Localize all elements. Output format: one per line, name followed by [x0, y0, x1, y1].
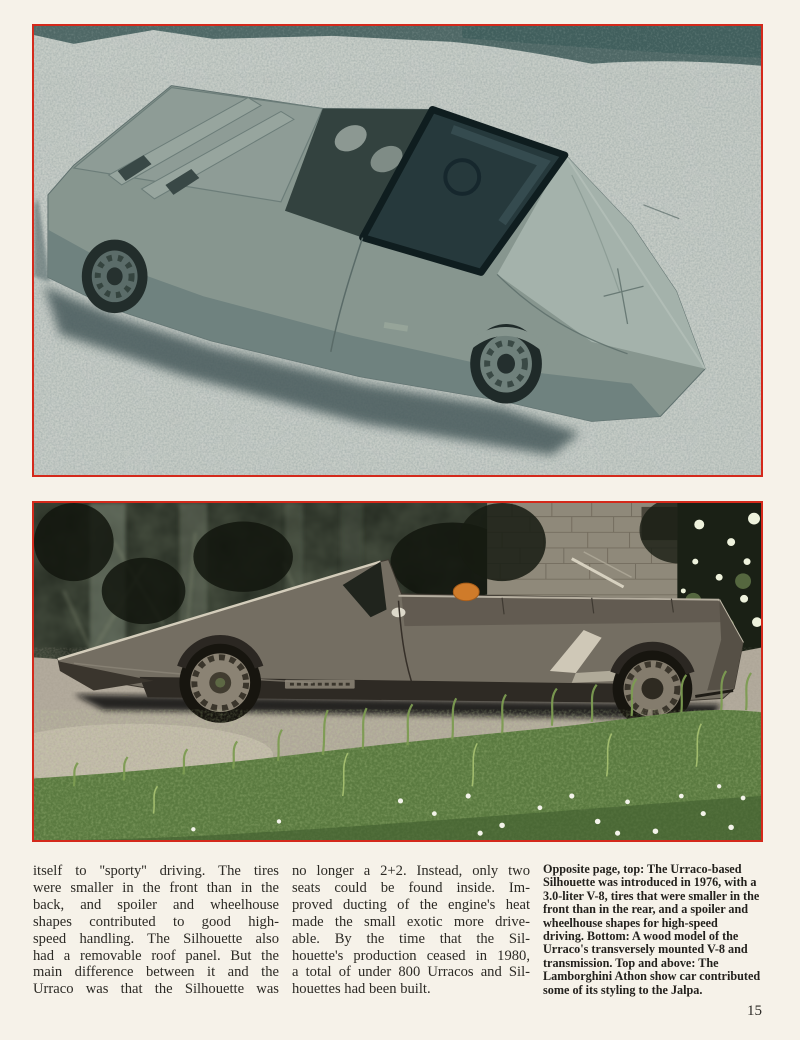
caption-line: driving. Bottom: A wood model of the	[543, 929, 739, 944]
caption-line: transmission. Top and above: The	[543, 955, 719, 970]
body-line: back, and spoiler and wheelhouse	[33, 896, 279, 913]
text-column-2	[292, 863, 530, 998]
body-line: Urraco was that the Silhouette was	[33, 981, 279, 998]
caption-line: Silhouette was introduced in 1976, with a	[543, 875, 757, 890]
body-line: speed handling. The Silhouette also	[33, 930, 279, 947]
athon-side-illustration	[34, 503, 761, 840]
caption-line: Opposite page, top: The Urraco-based	[543, 862, 742, 876]
orange-headrest	[453, 583, 479, 601]
caption-line: some of its styling to the Jalpa.	[543, 982, 703, 997]
body-line: proved ducting of the engine's heat	[292, 896, 530, 913]
caption-line: wheelhouse shapes for high-speed	[543, 915, 718, 930]
body-line: able. By the time that the Sil-	[292, 930, 530, 947]
body-line: had a removable roof panel. But the	[33, 947, 279, 964]
caption-line: Urraco's transversely mounted V-8 and	[543, 942, 748, 957]
athon-overhead-illustration	[34, 26, 761, 475]
body-line: itself to ''sporty'' driving. The tires	[33, 863, 279, 879]
body-line: made the small exotic more drive-	[292, 913, 530, 930]
body-line: a total of under 800 Urracos and Sil-	[292, 964, 530, 981]
text-column-1	[33, 863, 279, 998]
text-columns	[33, 863, 764, 998]
rear-wheel	[82, 240, 148, 314]
photo-caption-column	[543, 863, 764, 998]
body-line: no longer a 2+2. Instead, only two	[292, 863, 530, 879]
body-line: houettes had been built.	[292, 981, 431, 998]
page-number: 15	[747, 1003, 762, 1019]
athon-side-photo	[32, 501, 763, 842]
body-line: were smaller in the front than in the	[33, 879, 279, 896]
athon-overhead-photo	[32, 24, 763, 477]
body-line: shapes contributed to good high-	[33, 913, 279, 930]
front-wheel	[179, 639, 261, 722]
body-line: seats could be found inside. Im-	[292, 879, 530, 896]
caption-line: Lamborghini Athon show car contributed	[543, 969, 761, 984]
body-line: main difference between it and the	[33, 964, 279, 981]
body-line: houette's production ceased in 1980,	[292, 947, 530, 964]
caption-line: front than in the rear, and a spoiler and	[543, 902, 749, 917]
caption-line: 3.0-liter V-8, tires that were smaller in the	[543, 888, 760, 903]
